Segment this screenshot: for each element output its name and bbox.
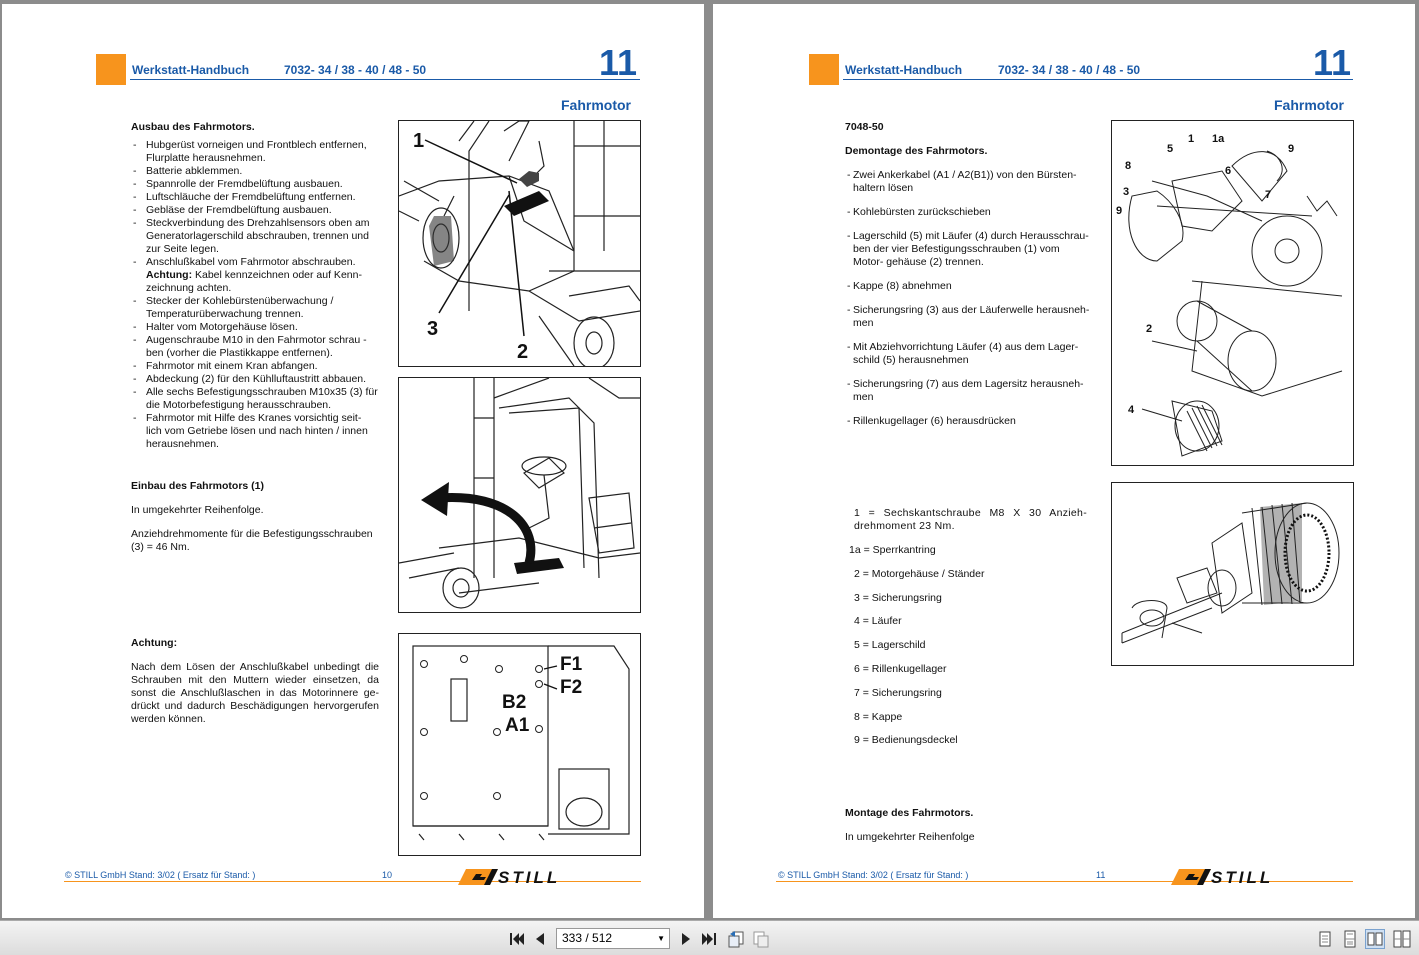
continuous-icon [1340, 929, 1360, 949]
removal-block [131, 121, 379, 451]
terminal-label-f2: F2 [560, 677, 583, 698]
last-page-icon [699, 929, 719, 949]
exploded-callout: 2 [1146, 323, 1153, 335]
list-item: - Gebläse der Fremdbelüftung ausbauen. [131, 204, 379, 217]
terminal-label-a1: A1 [505, 715, 530, 736]
forklift-motor-figure [398, 120, 641, 367]
forklift-motor-drawing [399, 121, 640, 366]
footer-copyright: © STILL GmbH Stand: 3/02 ( Ersatz für Stand: ) [65, 870, 256, 880]
first-page-icon [507, 929, 527, 949]
model-code: 7048-50 [845, 121, 884, 133]
assembly-heading: Montage des Fahrmotors. [845, 807, 974, 819]
assembled-motor-drawing [1112, 483, 1353, 665]
section-title: Fahrmotor [561, 97, 631, 113]
motor-terminals-figure [398, 633, 641, 856]
logo-text: STILL [498, 868, 561, 886]
list-item [131, 256, 379, 295]
list-item: - Rillenkugellager (6) herausdrücken [845, 415, 1090, 428]
exploded-callout: 1a [1212, 133, 1225, 145]
footer-page-number: 10 [382, 870, 393, 880]
continuous-facing-icon [1392, 929, 1412, 949]
warning-block [131, 637, 379, 726]
assembled-motor-figure [1111, 482, 1354, 666]
continuous-view-button[interactable] [1340, 929, 1360, 949]
list-item: - Luftschläuche der Fremdbelüftung entfernen. [131, 191, 379, 204]
list-item-text: Anschlußkabel vom Fahrmotor abschrauben. [146, 256, 356, 268]
exploded-callout: 8 [1125, 160, 1132, 172]
section-title: Fahrmotor [1274, 97, 1344, 113]
next-view-icon [751, 929, 771, 949]
disassembly-heading: Demontage des Fahrmotors. [845, 145, 988, 157]
list-item: - Kappe (8) abnehmen [845, 280, 1090, 293]
right-page [713, 4, 1415, 918]
exploded-callout: 3 [1123, 186, 1130, 198]
list-item: - Augenschraube M10 in den Fahrmotor schrau - ben (vorher die Plastikkappe entfernen). [131, 334, 379, 360]
single-page-icon [1315, 929, 1335, 949]
list-item: - Abdeckung (2) für den Kühlluftaustritt abbauen. [131, 373, 379, 386]
previous-view-icon [726, 929, 746, 949]
list-item: - Fahrmotor mit einem Kran abfangen. [131, 360, 379, 373]
inline-warning-text: Kabel kennzeichnen oder auf Kenn- zeichnung achten. [146, 269, 362, 294]
next-page-button[interactable] [676, 929, 696, 949]
dropdown-caret-icon: ▼ [657, 934, 665, 943]
legend-item: 8 = Kappe [854, 710, 903, 723]
left-page [2, 4, 704, 918]
disassembly-block [845, 121, 1090, 439]
inline-warning-label: Achtung: [146, 269, 193, 281]
install-heading: Einbau des Fahrmotors (1) [131, 480, 265, 492]
removal-heading: Ausbau des Fahrmotors. [131, 121, 255, 133]
figure-callout-2: 2 [517, 341, 529, 363]
header-models: 7032- 34 / 38 - 40 / 48 - 50 [284, 63, 427, 77]
header-rule [130, 79, 640, 80]
list-item: - Batterie abklemmen. [131, 165, 379, 178]
legend-item: 5 = Lagerschild [854, 639, 926, 652]
legend-item: 3 = Sicherungsring [854, 591, 942, 604]
two-page-icon [1366, 930, 1384, 948]
header-orange-square [96, 54, 126, 85]
footer-page-number: 11 [1096, 870, 1106, 880]
header-orange-square [809, 54, 839, 85]
first-page-button[interactable] [507, 929, 527, 949]
two-page-view-button[interactable] [1365, 929, 1385, 949]
list-item: - Hubgerüst vorneigen und Frontblech entfernen, Flurplatte herausnehmen. [131, 139, 379, 165]
exploded-motor-drawing [1112, 121, 1353, 465]
exploded-callout: 6 [1225, 165, 1232, 177]
exploded-callout: 5 [1167, 143, 1174, 155]
single-page-view-button[interactable] [1315, 929, 1335, 949]
legend-item: 1 = Sechskantschraube M8 X 30 Anzieh- drehmoment 23 Nm. [854, 507, 1087, 532]
warning-text: Nach dem Lösen der Anschlußkabel unbedingt die Schrauben mit den Muttern wieder einsetzen, da sonst die Anschlußlaschen in das Motorinnere ge- drückt und dadurch Beschädigungen hervorgerufen werden können. [131, 661, 379, 725]
parts-legend [849, 507, 1087, 758]
page-number-input[interactable] [556, 928, 670, 949]
list-item: - Mit Abziehvorrichtung Läufer (4) aus dem Lager- schild (5) herausnehmen [845, 341, 1090, 367]
legend-item: 7 = Sicherungsring [854, 686, 942, 699]
list-item: - Fahrmotor mit Hilfe des Kranes vorsichtig seit- lich vom Getriebe lösen und nach hinten / innen herausnehmen. [131, 412, 379, 451]
exploded-callout: 9 [1116, 205, 1123, 217]
chapter-number: 11 [599, 42, 638, 83]
exploded-callout: 1 [1188, 133, 1195, 145]
figure-callout-1: 1 [413, 130, 425, 152]
disassembly-steps [845, 169, 1090, 428]
list-item: - Zwei Ankerkabel (A1 / A2(B1)) von den Bürsten- haltern lösen [845, 169, 1090, 195]
header-rule [843, 79, 1353, 80]
legend-item: 1a = Sperrkantring [849, 544, 936, 556]
legend-item: 6 = Rillenkugellager [854, 662, 947, 675]
forklift-cab-drawing [399, 378, 640, 612]
warning-heading: Achtung: [131, 637, 178, 649]
list-item: - Lagerschild (5) mit Läufer (4) durch Herausschrau- ben der vier Befestigungsschrauben (1) vom Motor- gehäuse (2) trennen. [845, 230, 1090, 269]
exploded-callout: 7 [1265, 189, 1272, 201]
logo-text: STILL [1211, 868, 1274, 886]
previous-view-button[interactable] [726, 929, 746, 949]
removal-steps [131, 139, 379, 451]
footer-copyright: © STILL GmbH Stand: 3/02 ( Ersatz für Stand: ) [778, 870, 969, 880]
viewer-toolbar [0, 920, 1419, 955]
list-item: - Alle sechs Befestigungsschrauben M10x35 (3) für die Motorbefestigung herausschrauben. [131, 386, 379, 412]
next-page-icon [676, 929, 696, 949]
install-torque: Anziehdrehmomente für die Befestigungsschrauben (3) = 46 Nm. [131, 528, 373, 553]
header-title: Werkstatt-Handbuch [132, 63, 250, 77]
list-item: - Halter vom Motorgehäuse lösen. [131, 321, 379, 334]
continuous-facing-view-button[interactable] [1392, 929, 1412, 949]
assembly-text: In umgekehrter Reihenfolge [845, 831, 975, 843]
legend-item: 9 = Bedienungsdeckel [854, 734, 958, 747]
figure-callout-3: 3 [427, 318, 439, 340]
exploded-callout: 9 [1288, 143, 1295, 155]
page-number-value: 333 / 512 [562, 931, 613, 945]
exploded-callout: 4 [1128, 404, 1135, 416]
install-text: In umgekehrter Reihenfolge. [131, 504, 264, 516]
still-logo [1171, 868, 1293, 886]
list-item: - Sicherungsring (3) aus der Läuferwelle herausneh- men [845, 304, 1090, 330]
assembly-block [845, 807, 1090, 844]
next-view-button[interactable] [751, 929, 771, 949]
previous-page-button[interactable] [531, 929, 551, 949]
list-item: - Sicherungsring (7) aus dem Lagersitz herausneh- men [845, 378, 1090, 404]
install-block [131, 480, 379, 554]
list-item: - Spannrolle der Fremdbelüftung ausbauen. [131, 178, 379, 191]
header-title: Werkstatt-Handbuch [845, 63, 963, 77]
terminal-label-b2: B2 [502, 692, 527, 713]
legend-item: 4 = Läufer [854, 615, 902, 628]
prev-page-icon [531, 929, 551, 949]
list-item: - Steckverbindung des Drehzahlsensors oben am Generatorlagerschild abschrauben, trennen und zur Seite legen. [131, 217, 379, 256]
still-logo [458, 868, 580, 886]
list-item: - Kohlebürsten zurückschieben [845, 206, 1090, 219]
forklift-cab-figure [398, 377, 641, 613]
chapter-number: 11 [1313, 42, 1352, 83]
header-models: 7032- 34 / 38 - 40 / 48 - 50 [998, 63, 1141, 77]
motor-terminals-drawing [399, 634, 640, 855]
list-item: - Stecker der Kohlebürstenüberwachung / Temperaturüberwachung trennen. [131, 295, 379, 321]
exploded-motor-figure [1111, 120, 1354, 466]
last-page-button[interactable] [699, 929, 719, 949]
terminal-label-f1: F1 [560, 654, 583, 675]
legend-item: 2 = Motorgehäuse / Ständer [854, 567, 985, 580]
